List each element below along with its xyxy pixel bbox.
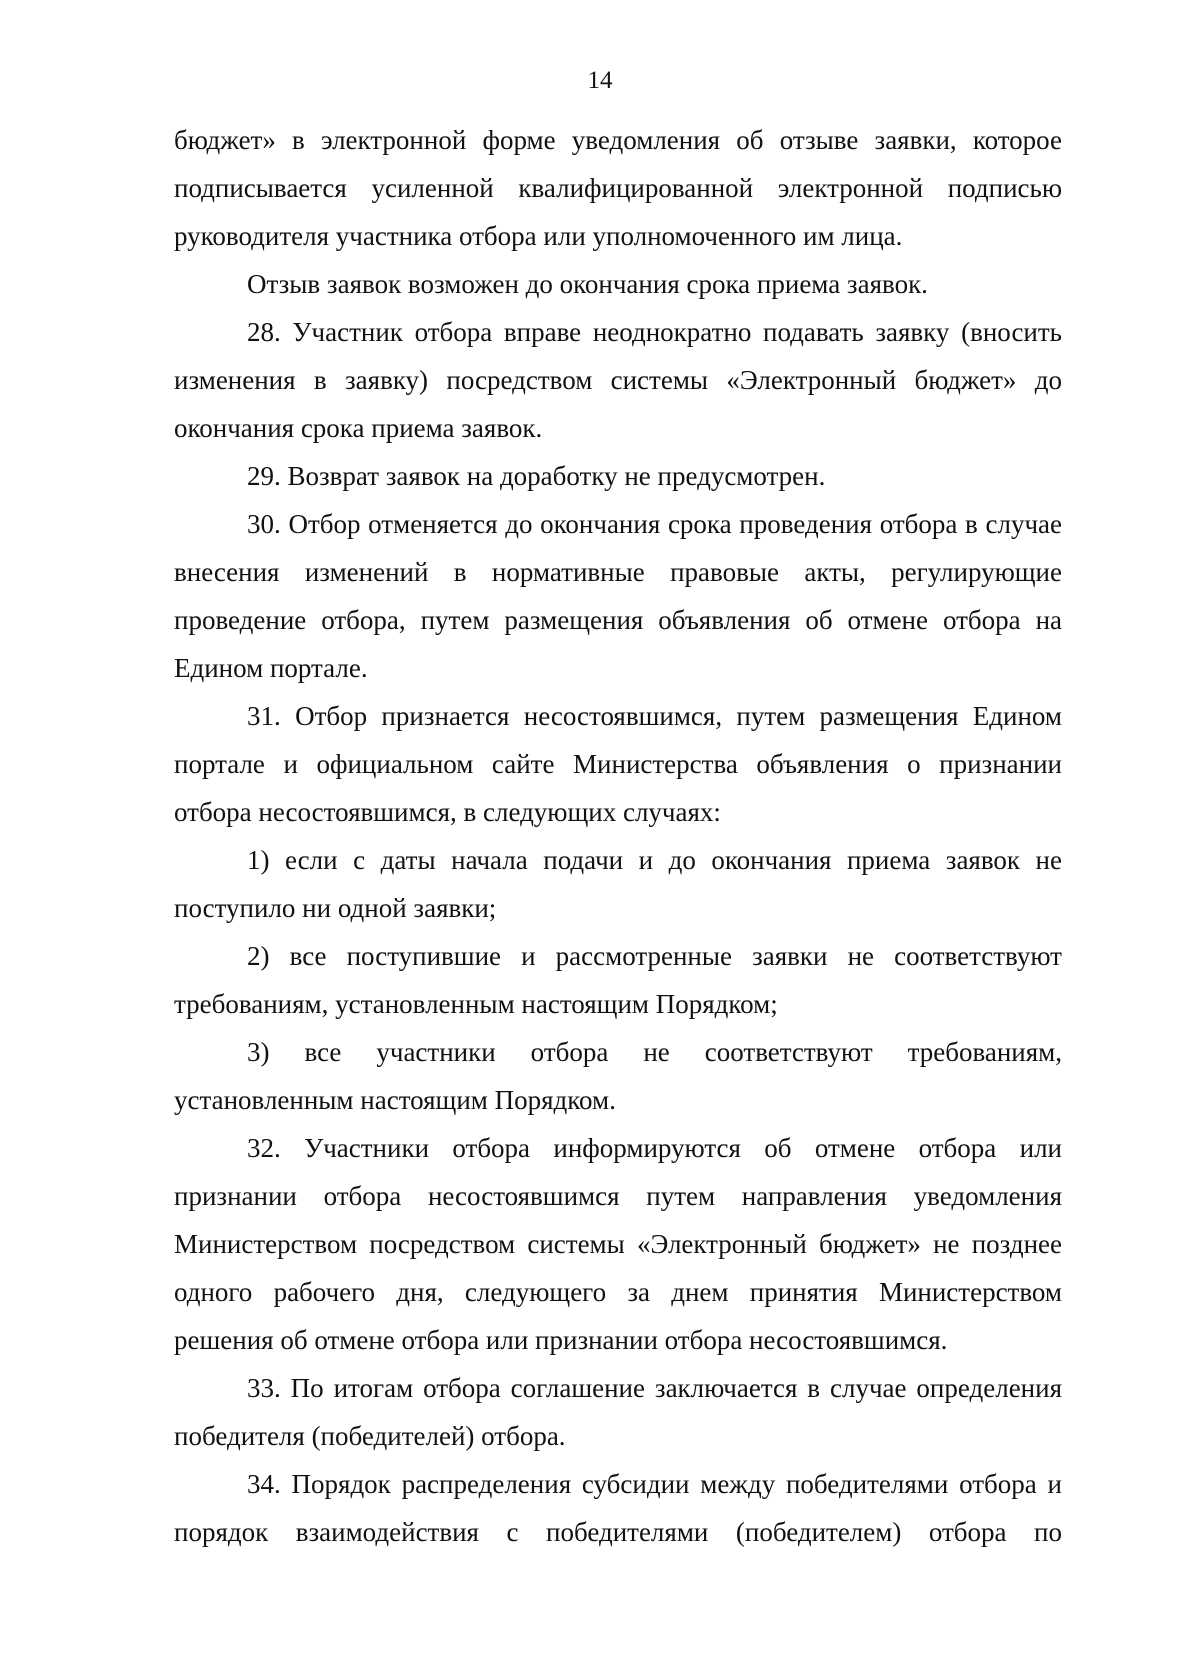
list-item: 1) если с даты начала подачи и до окончания приема заявок не поступило ни одной заявки;	[174, 845, 1062, 923]
paragraph: 32. Участники отбора информируются об отмене отбора или признании отбора несостоявшимся путем направления уведомления Министерством посредством системы «Электронный бюджет» не позднее одного рабочего дня, следующего за днем принятия Министерством решения об отмене отбора или признании отбора несостоявшимся.	[174, 1133, 1062, 1355]
page-number: 14	[587, 67, 613, 94]
paragraph: 31. Отбор признается несостоявшимся, путем размещения Едином портале и официальном сайте Министерства объявления о признании отбора несостоявшимся, в следующих случаях:	[174, 701, 1062, 827]
paragraph: 33. По итогам отбора соглашение заключается в случае определения победителя (победителей) отбора.	[174, 1373, 1062, 1451]
list-item: 3) все участники отбора не соответствуют требованиям, установленным настоящим Порядком.	[174, 1037, 1062, 1115]
paragraph: Отзыв заявок возможен до окончания срока приема заявок.	[247, 269, 928, 299]
paragraph: бюджет» в электронной форме уведомления об отзыве заявки, которое подписывается усиленной квалифицированной электронной подписью руководителя участника отбора или уполномоченного им лица.	[174, 125, 1062, 251]
paragraph: 29. Возврат заявок на доработку не предусмотрен.	[247, 461, 826, 491]
document-body	[174, 116, 1062, 1556]
paragraph: 34. Порядок распределения субсидии между победителями отбора и порядок взаимодействия с победителями (победителем) отбора по	[174, 1469, 1062, 1547]
paragraph: 28. Участник отбора вправе неоднократно подавать заявку (вносить изменения в заявку) посредством системы «Электронный бюджет» до окончания срока приема заявок.	[174, 317, 1062, 443]
paragraph: 30. Отбор отменяется до окончания срока проведения отбора в случае внесения изменений в нормативные правовые акты, регулирующие проведение отбора, путем размещения объявления об отмене отбора на Едином портале.	[174, 509, 1062, 683]
list-item: 2) все поступившие и рассмотренные заявки не соответствуют требованиям, установленным настоящим Порядком;	[174, 941, 1062, 1019]
